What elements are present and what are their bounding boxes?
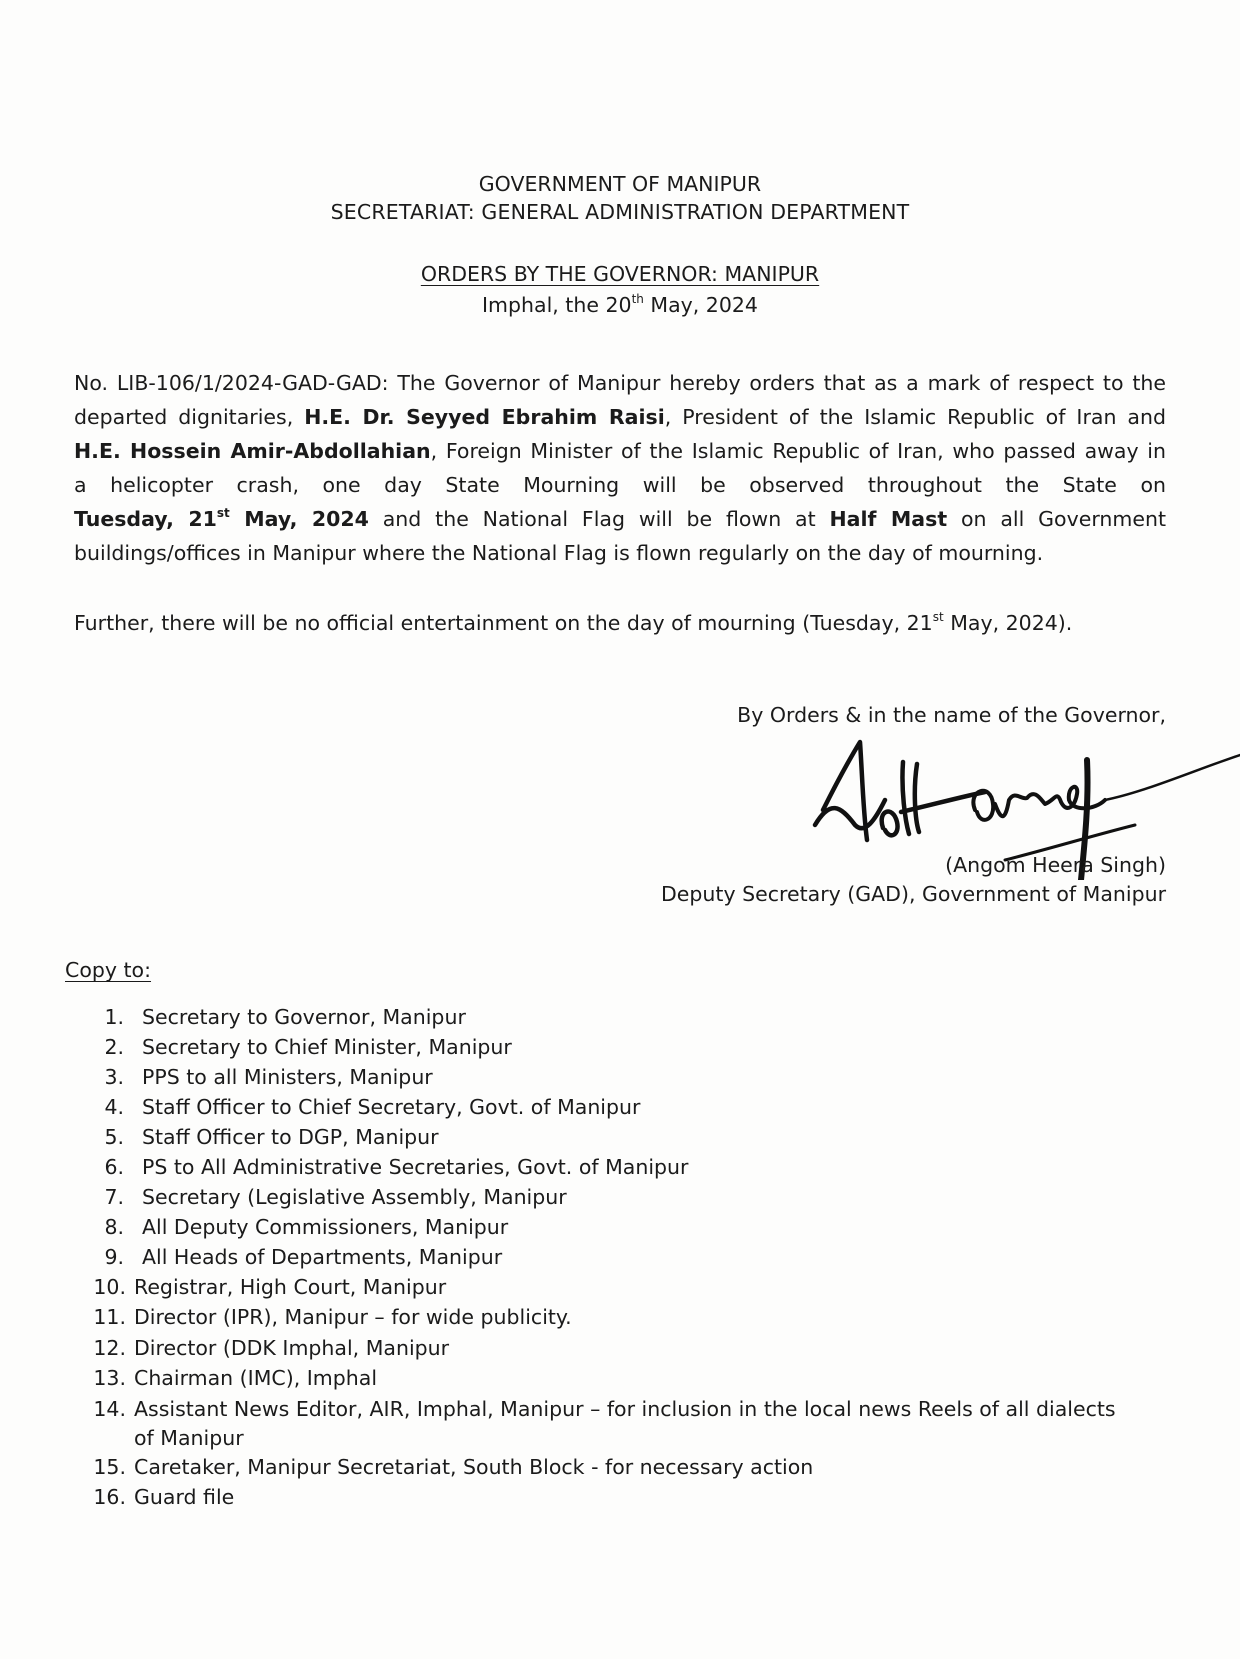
orders-title-text: ORDERS BY THE GOVERNOR: MANIPUR bbox=[420, 262, 820, 286]
mourning-date-rest: May, 2024 bbox=[229, 507, 369, 531]
para-text: No. LIB-106/1/2024-GAD-GAD: The Governor of Manipur hereby orders that as a mark of respect to the bbox=[74, 371, 1166, 395]
copy-to-item-number: 15. bbox=[93, 1455, 126, 1479]
copy-to-item-number: 7. bbox=[104, 1185, 124, 1209]
header-secretariat: SECRETARIAT: GENERAL ADMINISTRATION DEPARTMENT bbox=[330, 200, 910, 224]
copy-to-item-number: 9. bbox=[104, 1245, 124, 1269]
copy-to-item bbox=[98, 1095, 640, 1119]
header-government: GOVERNMENT OF MANIPUR bbox=[478, 172, 762, 196]
copy-to-item-text: Staff Officer to Chief Secretary, Govt. of Manipur bbox=[142, 1095, 641, 1119]
copy-to-item-number: 10. bbox=[93, 1275, 126, 1299]
para-text: , Foreign Minister of the Islamic Republic of Iran, who passed away in bbox=[430, 439, 1166, 463]
copy-to-item bbox=[92, 1366, 377, 1390]
copy-to-item bbox=[92, 1275, 446, 1299]
copy-to-item-continuation: of Manipur bbox=[134, 1426, 244, 1450]
para-text: departed dignitaries, bbox=[74, 405, 305, 429]
copy-to-item-number: 1. bbox=[104, 1005, 124, 1029]
copy-to-item-text: Secretary (Legislative Assembly, Manipur bbox=[142, 1185, 567, 1209]
para-text: and the National Flag will be flown at bbox=[368, 507, 830, 531]
para-line-3 bbox=[74, 434, 1166, 468]
copy-to-item bbox=[98, 1245, 502, 1269]
by-orders-line: By Orders & in the name of the Governor, bbox=[737, 703, 1166, 727]
copy-to-item bbox=[98, 1005, 466, 1029]
mourning-date-sup: st bbox=[216, 506, 230, 520]
copy-to-item-number: 4. bbox=[104, 1095, 124, 1119]
copy-to-item-text: Director (IPR), Manipur – for wide publicity. bbox=[134, 1305, 572, 1329]
mourning-date: Tuesday, 21 bbox=[74, 507, 217, 531]
signatory-designation: Deputy Secretary (GAD), Government of Manipur bbox=[661, 882, 1166, 906]
copy-to-item-text: Secretary to Governor, Manipur bbox=[142, 1005, 466, 1029]
copy-to-item-number: 11. bbox=[93, 1305, 126, 1329]
copy-to-item bbox=[98, 1155, 688, 1179]
para-text: a helicopter crash, one day State Mourning will be observed throughout the State on bbox=[74, 473, 1166, 497]
copy-to-item bbox=[92, 1336, 449, 1360]
copy-to-item bbox=[92, 1485, 234, 1509]
copy-to-item-number: 5. bbox=[104, 1125, 124, 1149]
copy-to-item bbox=[98, 1065, 433, 1089]
further-text: Further, there will be no official entertainment on the day of mourning (Tuesday, 21 bbox=[74, 611, 933, 635]
copy-to-item-text: Staff Officer to DGP, Manipur bbox=[142, 1125, 439, 1149]
para-text: , President of the Islamic Republic of Iran and bbox=[664, 405, 1166, 429]
copy-to-item-text: Guard file bbox=[134, 1485, 235, 1509]
order-date bbox=[0, 293, 1240, 317]
copy-to-item bbox=[92, 1305, 572, 1329]
copy-to-item-text: Registrar, High Court, Manipur bbox=[134, 1275, 447, 1299]
copy-to-item-text: Director (DDK Imphal, Manipur bbox=[134, 1336, 450, 1360]
further-text-end: May, 2024). bbox=[943, 611, 1073, 635]
copy-to-item bbox=[98, 1035, 512, 1059]
copy-to-item-text: Secretary to Chief Minister, Manipur bbox=[142, 1035, 512, 1059]
copy-to-item-text: PS to All Administrative Secretaries, Govt. of Manipur bbox=[142, 1155, 689, 1179]
para-text: on all Government bbox=[947, 507, 1166, 531]
copy-to-item bbox=[92, 1397, 1116, 1421]
copy-to-item-number: 13. bbox=[93, 1366, 126, 1390]
copy-to-item-text: Caretaker, Manipur Secretariat, South Block - for necessary action bbox=[134, 1455, 814, 1479]
copy-to-item-number: 3. bbox=[104, 1065, 124, 1089]
copy-to-item-number: 8. bbox=[104, 1215, 124, 1239]
copy-to-item bbox=[92, 1455, 813, 1479]
copy-to-item-number: 14. bbox=[93, 1397, 126, 1421]
further-sup: st bbox=[932, 610, 944, 624]
para-line-4 bbox=[74, 468, 1166, 502]
dignitary-abdollahian: H.E. Hossein Amir-Abdollahian bbox=[74, 439, 431, 463]
copy-to-item-number: 12. bbox=[93, 1336, 126, 1360]
copy-to-item-text: PPS to all Ministers, Manipur bbox=[142, 1065, 433, 1089]
copy-to-item-text: Chairman (IMC), Imphal bbox=[134, 1366, 378, 1390]
para-text: buildings/offices in Manipur where the National Flag is flown regularly on the day of mourning. bbox=[74, 541, 1044, 565]
further-paragraph bbox=[74, 606, 1166, 640]
copy-to-item-number: 16. bbox=[93, 1485, 126, 1509]
copy-to-item-number: 2. bbox=[104, 1035, 124, 1059]
copy-to-item bbox=[98, 1185, 567, 1209]
copy-to-item bbox=[98, 1125, 439, 1149]
copy-to-item-text: Assistant News Editor, AIR, Imphal, Manipur – for inclusion in the local news Reels of all dialects bbox=[134, 1397, 1116, 1421]
copy-to-item-number: 6. bbox=[104, 1155, 124, 1179]
para-line-5 bbox=[74, 502, 1166, 536]
signatory-name: (Angom Heera Singh) bbox=[945, 853, 1166, 877]
copy-to-item-text: All Deputy Commissioners, Manipur bbox=[142, 1215, 509, 1239]
date-sup: th bbox=[631, 292, 644, 306]
para-line-1 bbox=[74, 366, 1166, 400]
copy-to-item-text: All Heads of Departments, Manipur bbox=[142, 1245, 503, 1269]
para-line-6 bbox=[74, 536, 1166, 570]
dignitary-raisi: H.E. Dr. Seyyed Ebrahim Raisi bbox=[304, 405, 665, 429]
orders-title bbox=[0, 262, 1240, 286]
para-line-2 bbox=[74, 400, 1166, 434]
copy-to-text: Copy to: bbox=[65, 958, 152, 982]
copy-to-item bbox=[98, 1215, 508, 1239]
half-mast: Half Mast bbox=[829, 507, 948, 531]
date-prefix: Imphal, the 20 bbox=[482, 293, 632, 317]
copy-to-label bbox=[65, 958, 151, 982]
date-suffix: May, 2024 bbox=[643, 293, 758, 317]
order-paragraph bbox=[74, 366, 1166, 570]
